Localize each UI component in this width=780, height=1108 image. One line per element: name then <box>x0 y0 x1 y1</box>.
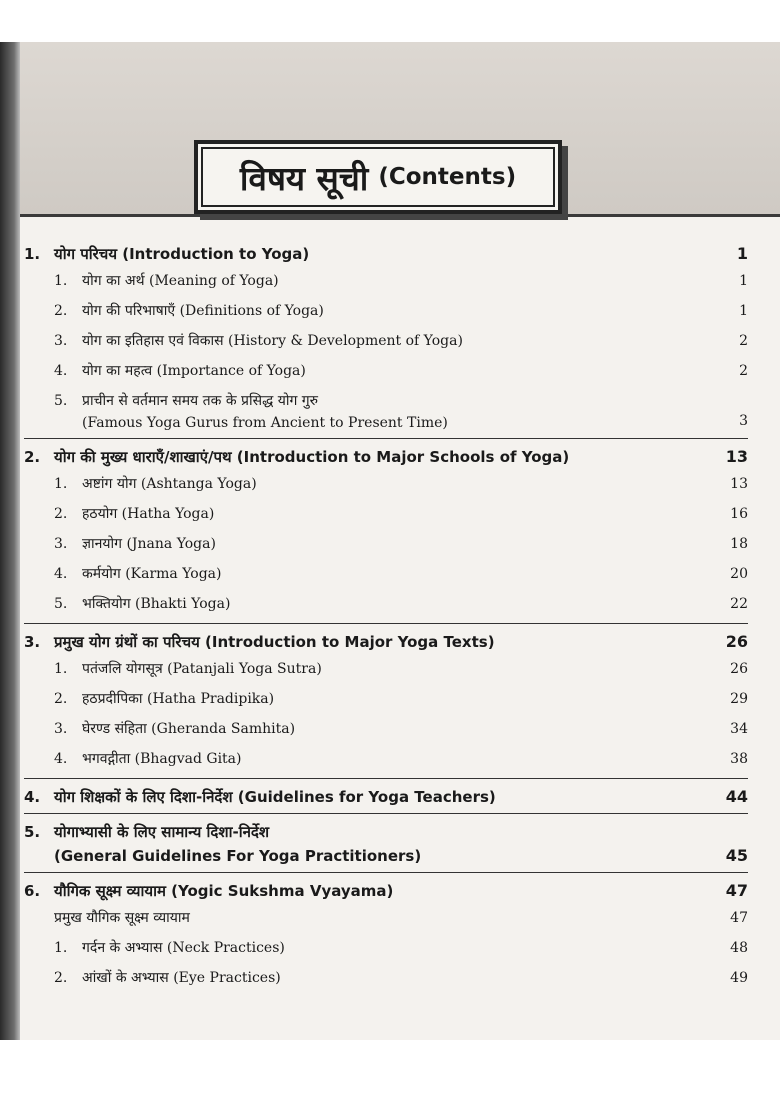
chapter-page-number: 26 <box>725 632 748 651</box>
chapter-number: 6. <box>24 882 41 900</box>
entry-title: प्राचीन से वर्तमान समय तक के प्रसिद्ध योग गुरु (Famous Yoga Gurus from Ancient to Present Time) <box>82 393 448 431</box>
entry-page-number: 48 <box>730 940 748 956</box>
entry-text <box>54 330 463 352</box>
chapter-page-number: 47 <box>725 881 748 900</box>
entry-text <box>54 360 306 382</box>
entry-title: प्रमुख यौगिक सूक्ष्म व्यायाम <box>54 910 190 926</box>
entry-page-number: 2 <box>739 363 748 379</box>
entry-title: योग की परिभाषाएँ (Definitions of Yoga) <box>82 303 324 319</box>
entry-number: 4. <box>54 566 68 582</box>
chapter-heading[interactable] <box>24 438 748 473</box>
entry-number: 1. <box>54 940 68 956</box>
chapter-number: 4. <box>24 788 41 806</box>
entry-number: 2. <box>54 303 68 319</box>
chapter-number: 5. <box>24 823 41 841</box>
entry-title: आंखों के अभ्यास (Eye Practices) <box>82 970 281 986</box>
toc-entry[interactable] <box>24 473 748 503</box>
entry-text <box>54 937 285 959</box>
title-hindi: विषय सूची <box>239 158 369 198</box>
chapter-text <box>24 445 569 469</box>
entry-page-number: 13 <box>730 476 748 492</box>
chapter-title: योगाभ्यासी के लिए सामान्य दिशा-निर्देश (General Guidelines For Yoga Practitioners) <box>54 823 422 865</box>
chapter-page-number: 1 <box>736 244 748 263</box>
toc-entry[interactable] <box>24 937 748 967</box>
entry-title: ज्ञानयोग (Jnana Yoga) <box>82 536 216 552</box>
entry-text <box>54 748 242 770</box>
toc-entry[interactable] <box>24 593 748 623</box>
entry-text <box>54 688 274 710</box>
toc-entry[interactable] <box>24 907 748 937</box>
entry-page-number: 34 <box>730 721 748 737</box>
entry-page-number: 38 <box>730 751 748 767</box>
toc-entry[interactable] <box>24 563 748 593</box>
toc-entry[interactable] <box>24 688 748 718</box>
entry-page-number: 49 <box>730 970 748 986</box>
entry-number: 3. <box>54 536 68 552</box>
chapter-heading[interactable] <box>24 778 748 813</box>
entry-page-number: 29 <box>730 691 748 707</box>
entry-text <box>54 390 448 434</box>
contents-title-box <box>194 140 562 214</box>
entry-text <box>54 563 221 585</box>
toc-entry[interactable] <box>24 658 748 688</box>
chapter-text <box>24 630 495 654</box>
chapter-title: यौगिक सूक्ष्म व्यायाम (Yogic Sukshma Vyayama) <box>54 882 394 900</box>
entry-text <box>54 658 322 680</box>
entry-page-number: 26 <box>730 661 748 677</box>
entry-page-number: 1 <box>739 303 748 319</box>
entry-page-number: 20 <box>730 566 748 582</box>
chapter-number: 3. <box>24 633 41 651</box>
chapter-text <box>24 785 496 809</box>
entry-title: अष्टांग योग (Ashtanga Yoga) <box>82 476 257 492</box>
entry-title: घेरण्ड संहिता (Gheranda Samhita) <box>82 721 296 737</box>
chapter-text <box>24 242 309 266</box>
chapter-page-number: 13 <box>725 447 748 466</box>
entry-title: योग का महत्व (Importance of Yoga) <box>82 363 306 379</box>
entry-number: 5. <box>54 393 68 409</box>
entry-number: 5. <box>54 596 68 612</box>
entry-text <box>54 593 230 615</box>
chapter-title: प्रमुख योग ग्रंथों का परिचय (Introduction to Major Yoga Texts) <box>54 633 495 651</box>
toc-entry[interactable] <box>24 360 748 390</box>
entry-number: 3. <box>54 721 68 737</box>
entry-page-number: 47 <box>730 910 748 926</box>
toc-entry[interactable] <box>24 300 748 330</box>
entry-title: कर्मयोग (Karma Yoga) <box>82 566 222 582</box>
entry-title: भगवद्गीता (Bhagvad Gita) <box>82 751 242 767</box>
entry-number: 3. <box>54 333 68 349</box>
chapter-number: 1. <box>24 245 41 263</box>
entry-page-number: 1 <box>739 273 748 289</box>
entry-text <box>54 533 216 555</box>
toc-entry[interactable] <box>24 503 748 533</box>
toc-entry[interactable] <box>24 390 748 438</box>
chapter-title: योग की मुख्य धाराएँ/शाखाएं/पथ (Introduction to Major Schools of Yoga) <box>54 448 570 466</box>
entry-title: योग का इतिहास एवं विकास (History & Development of Yoga) <box>82 333 463 349</box>
toc-entry[interactable] <box>24 748 748 778</box>
chapter-heading[interactable] <box>24 623 748 658</box>
chapter-title: योग परिचय (Introduction to Yoga) <box>54 245 310 263</box>
entry-title: पतंजलि योगसूत्र (Patanjali Yoga Sutra) <box>82 661 322 677</box>
entry-title: गर्दन के अभ्यास (Neck Practices) <box>82 940 285 956</box>
entry-number: 2. <box>54 506 68 522</box>
chapter-heading[interactable] <box>24 236 748 270</box>
entry-text <box>54 503 214 525</box>
entry-text <box>54 718 295 740</box>
toc-entry[interactable] <box>24 270 748 300</box>
chapter-text <box>24 820 421 868</box>
entry-number: 4. <box>54 751 68 767</box>
entry-title: हठप्रदीपिका (Hatha Pradipika) <box>82 691 275 707</box>
toc-entry[interactable] <box>24 533 748 563</box>
toc-entry[interactable] <box>24 718 748 748</box>
chapter-page-number: 45 <box>725 846 748 865</box>
entry-number: 1. <box>54 273 68 289</box>
entry-text <box>54 907 190 929</box>
toc-entry[interactable] <box>24 967 748 997</box>
chapter-heading[interactable] <box>24 872 748 907</box>
entry-title: योग का अर्थ (Meaning of Yoga) <box>82 273 279 289</box>
chapter-text <box>24 879 393 903</box>
entry-number: 2. <box>54 691 68 707</box>
entry-page-number: 16 <box>730 506 748 522</box>
entry-page-number: 2 <box>739 333 748 349</box>
table-of-contents <box>24 236 748 997</box>
entry-text <box>54 473 257 495</box>
chapter-page-number: 44 <box>725 787 748 806</box>
entry-page-number: 3 <box>739 413 748 429</box>
book-spine <box>0 42 20 1040</box>
toc-entry[interactable] <box>24 330 748 360</box>
entry-number: 4. <box>54 363 68 379</box>
entry-page-number: 18 <box>730 536 748 552</box>
chapter-title: योग शिक्षकों के लिए दिशा-निर्देश (Guidelines for Yoga Teachers) <box>54 788 496 806</box>
entry-page-number: 22 <box>730 596 748 612</box>
entry-number: 1. <box>54 476 68 492</box>
entry-number: 2. <box>54 970 68 986</box>
entry-text <box>54 300 324 322</box>
chapter-heading[interactable] <box>24 813 748 872</box>
title-english: (Contents) <box>378 164 517 190</box>
entry-title: हठयोग (Hatha Yoga) <box>82 506 215 522</box>
entry-title: भक्तियोग (Bhakti Yoga) <box>82 596 231 612</box>
entry-number: 1. <box>54 661 68 677</box>
entry-text <box>54 270 279 292</box>
chapter-number: 2. <box>24 448 41 466</box>
entry-text <box>54 967 281 989</box>
